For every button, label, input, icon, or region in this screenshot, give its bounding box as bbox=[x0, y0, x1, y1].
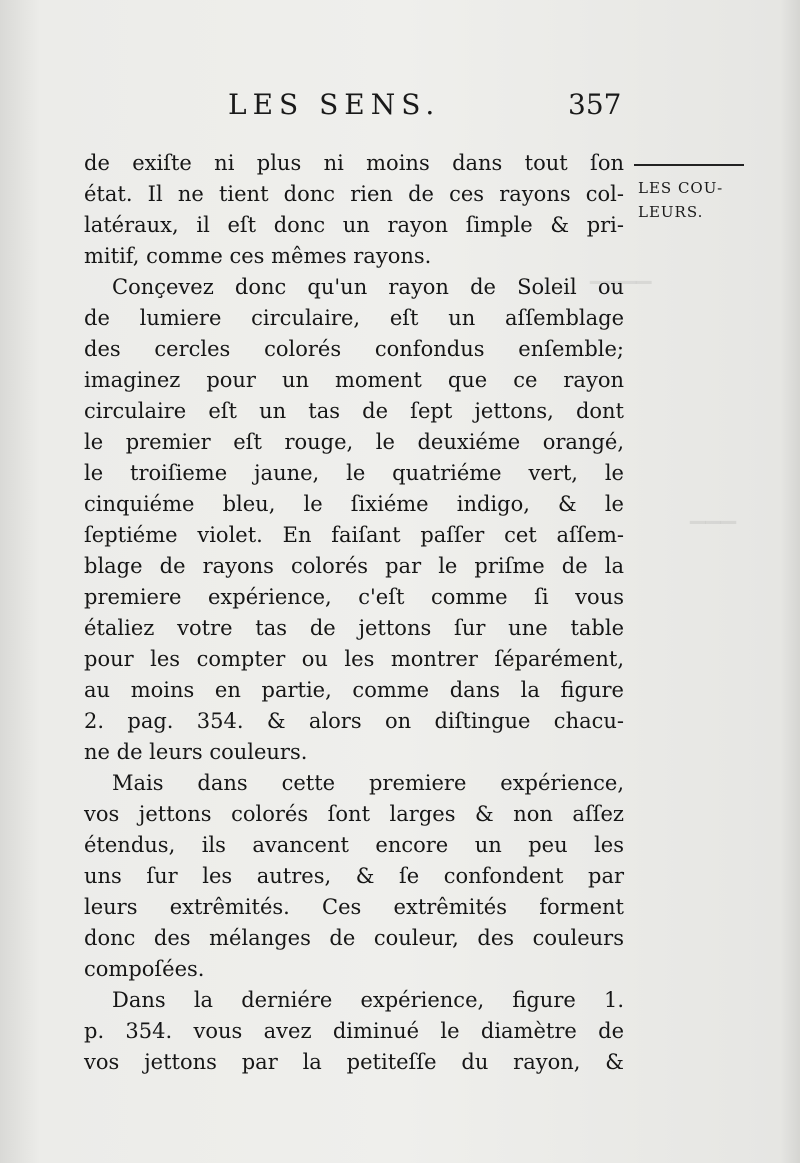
text-line: étaliez votre tas de jettons ſur une table bbox=[84, 616, 624, 640]
text-line: latéraux, il eſt donc un rayon ſimple & pri- bbox=[84, 213, 624, 237]
show-through-decoration: ▁▁▁▁ bbox=[590, 260, 652, 284]
text-line: vos jettons colorés ſont larges & non aſſez bbox=[84, 802, 624, 826]
text-line: premiere expérience, c'eſt comme ſi vous bbox=[84, 585, 624, 609]
margin-note bbox=[638, 176, 768, 224]
text-line: imaginez pour un moment que ce rayon bbox=[84, 368, 624, 392]
text-line: pour les compter ou les montrer ſéparément, bbox=[84, 647, 624, 671]
page-number: 357 bbox=[568, 88, 622, 121]
text-line: au moins en partie, comme dans la figure bbox=[84, 678, 624, 702]
text-line: p. 354. vous avez diminué le diamètre de bbox=[84, 1019, 624, 1043]
text-line: 2. pag. 354. & alors on diſtingue chacu- bbox=[84, 709, 624, 733]
text-line: des cercles colorés confondus enſemble; bbox=[84, 337, 624, 361]
margin-note-line: LEURS. bbox=[638, 203, 704, 221]
text-line: le troiſieme jaune, le quatriéme vert, le bbox=[84, 461, 624, 485]
text-line: circulaire eſt un tas de ſept jettons, dont bbox=[84, 399, 624, 423]
text-line: ne de leurs couleurs. bbox=[84, 740, 308, 764]
text-line: leurs extrêmités. Ces extrêmités forment bbox=[84, 895, 624, 919]
text-line: compoſées. bbox=[84, 957, 205, 981]
margin-rule bbox=[634, 164, 744, 166]
text-line: Mais dans cette premiere expérience, bbox=[112, 771, 624, 795]
text-line: état. Il ne tient donc rien de ces rayons col- bbox=[84, 182, 624, 206]
page-header bbox=[0, 88, 800, 132]
text-line: blage de rayons colorés par le priſme de la bbox=[84, 554, 624, 578]
text-line: uns ſur les autres, & ſe confondent par bbox=[84, 864, 624, 888]
text-line: vos jettons par la petiteſſe du rayon, & bbox=[84, 1050, 624, 1074]
text-line: ſeptiéme violet. En faiſant paſſer cet aſſem- bbox=[84, 523, 624, 547]
text-line: le premier eſt rouge, le deuxiéme orangé, bbox=[84, 430, 624, 454]
text-line: donc des mélanges de couleur, des couleurs bbox=[84, 926, 624, 950]
text-line: de lumiere circulaire, eſt un aſſemblage bbox=[84, 306, 624, 330]
text-line: Conçevez donc qu'un rayon de Soleil ou bbox=[112, 275, 624, 299]
text-line: étendus, ils avancent encore un peu les bbox=[84, 833, 624, 857]
running-title: LES SENS. bbox=[228, 88, 441, 121]
text-line: de exiſte ni plus ni moins dans tout ſon bbox=[84, 151, 624, 175]
show-through-decoration: ▁▁▁ bbox=[690, 500, 737, 524]
body-text bbox=[84, 148, 624, 1078]
text-line: Dans la derniére expérience, figure 1. bbox=[112, 988, 624, 1012]
text-line: cinquiéme bleu, le ſixiéme indigo, & le bbox=[84, 492, 624, 516]
text-line: mitif, comme ces mêmes rayons. bbox=[84, 244, 432, 268]
margin-note-line: LES COU- bbox=[638, 179, 724, 197]
